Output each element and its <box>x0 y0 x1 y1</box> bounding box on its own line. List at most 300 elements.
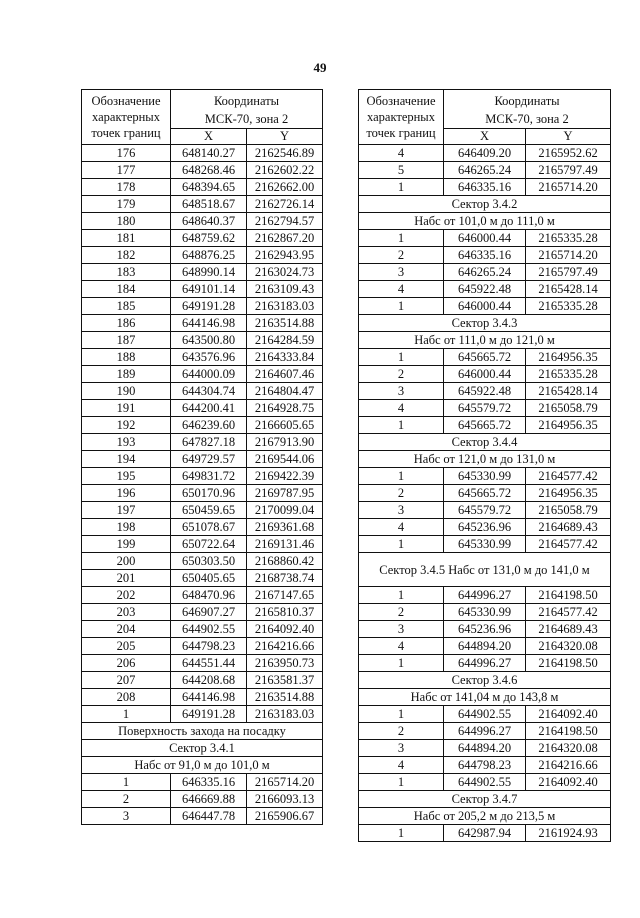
section-title: Набс от 101,0 м до 111,0 м <box>359 213 611 230</box>
y-coordinate-cell: 2162943.95 <box>247 247 323 264</box>
table-row <box>82 247 323 264</box>
x-coordinate-cell: 648518.67 <box>171 196 247 213</box>
x-coordinate-cell: 648990.14 <box>171 264 247 281</box>
y-coordinate-cell: 2165952.62 <box>526 145 611 162</box>
y-coordinate-cell: 2168860.42 <box>247 553 323 570</box>
x-coordinate-cell: 646335.16 <box>444 247 526 264</box>
table-row <box>82 264 323 281</box>
y-coordinate-cell: 2166093.13 <box>247 791 323 808</box>
x-coordinate-cell: 642987.94 <box>444 825 526 842</box>
y-header: Y <box>526 129 611 145</box>
section-row <box>359 553 611 587</box>
point-number-cell: 188 <box>82 349 171 366</box>
y-coordinate-cell: 2161924.93 <box>526 825 611 842</box>
point-number-cell: 197 <box>82 502 171 519</box>
point-number-cell: 2 <box>359 366 444 383</box>
x-coordinate-cell: 644894.20 <box>444 740 526 757</box>
point-number-cell: 1 <box>359 587 444 604</box>
y-coordinate-cell: 2165906.67 <box>247 808 323 825</box>
point-number-cell: 4 <box>359 638 444 655</box>
y-coordinate-cell: 2165335.28 <box>526 366 611 383</box>
table-row <box>82 468 323 485</box>
x-coordinate-cell: 645330.99 <box>444 468 526 485</box>
y-coordinate-cell: 2170099.04 <box>247 502 323 519</box>
point-number-cell: 199 <box>82 536 171 553</box>
x-coordinate-cell: 644996.27 <box>444 587 526 604</box>
table-row <box>82 383 323 400</box>
x-coordinate-cell: 646000.44 <box>444 230 526 247</box>
table-row <box>82 417 323 434</box>
x-coordinate-cell: 648140.27 <box>171 145 247 162</box>
table-row <box>359 519 611 536</box>
x-coordinate-cell: 649729.57 <box>171 451 247 468</box>
x-coordinate-cell: 644894.20 <box>444 638 526 655</box>
table-row <box>82 774 323 791</box>
x-coordinate-cell: 646669.88 <box>171 791 247 808</box>
table-row <box>82 519 323 536</box>
coordinates-header <box>171 90 323 129</box>
x-coordinate-cell: 644902.55 <box>171 621 247 638</box>
table-row <box>82 638 323 655</box>
x-coordinate-cell: 645236.96 <box>444 621 526 638</box>
table-row <box>359 706 611 723</box>
point-number-cell: 184 <box>82 281 171 298</box>
coordinates-header <box>444 90 611 129</box>
y-coordinate-cell: 2165714.20 <box>526 247 611 264</box>
table-row <box>82 179 323 196</box>
point-number-cell: 3 <box>359 502 444 519</box>
table-row <box>359 281 611 298</box>
y-coordinate-cell: 2164216.66 <box>526 757 611 774</box>
table-row <box>359 417 611 434</box>
table-row <box>82 570 323 587</box>
section-title: Сектор 3.4.4 <box>359 434 611 451</box>
table-row <box>359 740 611 757</box>
x-coordinate-cell: 650405.65 <box>171 570 247 587</box>
point-number-cell: 205 <box>82 638 171 655</box>
y-coordinate-cell: 2163109.43 <box>247 281 323 298</box>
y-coordinate-cell: 2169131.46 <box>247 536 323 553</box>
point-number-cell: 1 <box>359 774 444 791</box>
x-coordinate-cell: 644902.55 <box>444 706 526 723</box>
x-coordinate-cell: 648876.25 <box>171 247 247 264</box>
y-coordinate-cell: 2162867.20 <box>247 230 323 247</box>
y-header: Y <box>247 129 323 145</box>
x-coordinate-cell: 644208.68 <box>171 672 247 689</box>
point-number-cell: 4 <box>359 519 444 536</box>
table-row <box>82 230 323 247</box>
x-coordinate-cell: 650170.96 <box>171 485 247 502</box>
table-row <box>359 757 611 774</box>
x-header: X <box>444 129 526 145</box>
y-coordinate-cell: 2162662.00 <box>247 179 323 196</box>
point-number-cell: 5 <box>359 162 444 179</box>
x-coordinate-cell: 648394.65 <box>171 179 247 196</box>
table-row <box>82 536 323 553</box>
x-coordinate-cell: 646000.44 <box>444 366 526 383</box>
x-coordinate-cell: 645665.72 <box>444 349 526 366</box>
section-row <box>359 434 611 451</box>
y-coordinate-cell: 2162602.22 <box>247 162 323 179</box>
table-row <box>359 638 611 655</box>
designation-header: Обозначение характерных точек границ <box>359 90 444 145</box>
table-row <box>359 298 611 315</box>
designation-header: Обозначение характерных точек границ <box>82 90 171 145</box>
point-number-cell: 196 <box>82 485 171 502</box>
table-row <box>359 264 611 281</box>
y-coordinate-cell: 2164928.75 <box>247 400 323 417</box>
x-coordinate-cell: 648640.37 <box>171 213 247 230</box>
section-title: Набс от 141,04 м до 143,8 м <box>359 689 611 706</box>
table-row <box>359 383 611 400</box>
point-number-cell: 178 <box>82 179 171 196</box>
table-row <box>82 349 323 366</box>
point-number-cell: 4 <box>359 757 444 774</box>
coordinate-system: МСК-70, зона 2 <box>204 112 289 126</box>
y-coordinate-cell: 2164607.46 <box>247 366 323 383</box>
y-coordinate-cell: 2164804.47 <box>247 383 323 400</box>
table-row <box>359 655 611 672</box>
y-coordinate-cell: 2164577.42 <box>526 468 611 485</box>
y-coordinate-cell: 2164092.40 <box>526 774 611 791</box>
x-coordinate-cell: 651078.67 <box>171 519 247 536</box>
table-row <box>359 536 611 553</box>
y-coordinate-cell: 2164198.50 <box>526 587 611 604</box>
y-coordinate-cell: 2162546.89 <box>247 145 323 162</box>
y-coordinate-cell: 2164216.66 <box>247 638 323 655</box>
table-row <box>82 281 323 298</box>
section-title: Набс от 111,0 м до 121,0 м <box>359 332 611 349</box>
section-title: Сектор 3.4.1 <box>82 740 323 757</box>
x-coordinate-cell: 643576.96 <box>171 349 247 366</box>
point-number-cell: 2 <box>82 791 171 808</box>
point-number-cell: 3 <box>359 621 444 638</box>
x-coordinate-cell: 645579.72 <box>444 502 526 519</box>
section-title: Набс от 91,0 м до 101,0 м <box>82 757 323 774</box>
table-row <box>359 825 611 842</box>
point-number-cell: 3 <box>359 740 444 757</box>
x-coordinate-cell: 646447.78 <box>171 808 247 825</box>
table-row <box>82 791 323 808</box>
y-coordinate-cell: 2164092.40 <box>247 621 323 638</box>
section-row <box>359 791 611 808</box>
point-number-cell: 192 <box>82 417 171 434</box>
table-row <box>82 553 323 570</box>
x-coordinate-cell: 645922.48 <box>444 383 526 400</box>
point-number-cell: 182 <box>82 247 171 264</box>
point-number-cell: 189 <box>82 366 171 383</box>
x-coordinate-cell: 649191.28 <box>171 706 247 723</box>
section-title: Набс от 205,2 м до 213,5 м <box>359 808 611 825</box>
x-coordinate-cell: 644304.74 <box>171 383 247 400</box>
table-row <box>82 485 323 502</box>
table-header-row <box>82 90 323 129</box>
x-coordinate-cell: 645330.99 <box>444 604 526 621</box>
table-row <box>82 298 323 315</box>
x-coordinate-cell: 646409.20 <box>444 145 526 162</box>
y-coordinate-cell: 2169422.39 <box>247 468 323 485</box>
y-coordinate-cell: 2168738.74 <box>247 570 323 587</box>
x-coordinate-cell: 646907.27 <box>171 604 247 621</box>
table-row <box>82 655 323 672</box>
x-coordinate-cell: 644798.23 <box>444 757 526 774</box>
coordinates-table-left <box>81 89 323 825</box>
x-coordinate-cell: 644146.98 <box>171 315 247 332</box>
y-coordinate-cell: 2165335.28 <box>526 298 611 315</box>
y-coordinate-cell: 2165714.20 <box>247 774 323 791</box>
x-coordinate-cell: 645665.72 <box>444 485 526 502</box>
y-coordinate-cell: 2164284.59 <box>247 332 323 349</box>
table-header-row <box>359 90 611 129</box>
table-row <box>82 587 323 604</box>
point-number-cell: 1 <box>82 774 171 791</box>
coordinate-system: МСК-70, зона 2 <box>485 112 569 126</box>
point-number-cell: 1 <box>359 706 444 723</box>
y-coordinate-cell: 2165058.79 <box>526 502 611 519</box>
point-number-cell: 176 <box>82 145 171 162</box>
point-number-cell: 1 <box>359 179 444 196</box>
y-coordinate-cell: 2164198.50 <box>526 655 611 672</box>
section-row <box>359 808 611 825</box>
x-coordinate-cell: 648470.96 <box>171 587 247 604</box>
table-row <box>82 706 323 723</box>
table-row <box>359 723 611 740</box>
point-number-cell: 1 <box>359 298 444 315</box>
point-number-cell: 1 <box>359 825 444 842</box>
table-row <box>359 587 611 604</box>
y-coordinate-cell: 2162726.14 <box>247 196 323 213</box>
x-coordinate-cell: 645330.99 <box>444 536 526 553</box>
table-row <box>359 774 611 791</box>
table-row <box>359 247 611 264</box>
y-coordinate-cell: 2164689.43 <box>526 621 611 638</box>
table-row <box>359 162 611 179</box>
x-coordinate-cell: 650459.65 <box>171 502 247 519</box>
point-number-cell: 3 <box>359 264 444 281</box>
table-row <box>82 145 323 162</box>
point-number-cell: 2 <box>359 485 444 502</box>
table-row <box>82 808 323 825</box>
point-number-cell: 208 <box>82 689 171 706</box>
point-number-cell: 3 <box>82 808 171 825</box>
y-coordinate-cell: 2167147.65 <box>247 587 323 604</box>
x-header: X <box>171 129 247 145</box>
x-coordinate-cell: 643500.80 <box>171 332 247 349</box>
x-coordinate-cell: 648759.62 <box>171 230 247 247</box>
y-coordinate-cell: 2163514.88 <box>247 689 323 706</box>
point-number-cell: 1 <box>82 706 171 723</box>
table-row <box>82 689 323 706</box>
y-coordinate-cell: 2164956.35 <box>526 349 611 366</box>
point-number-cell: 200 <box>82 553 171 570</box>
coordinates-table-right <box>358 89 611 842</box>
section-row <box>359 689 611 706</box>
point-number-cell: 1 <box>359 468 444 485</box>
table-row <box>359 502 611 519</box>
table-row <box>359 145 611 162</box>
point-number-cell: 4 <box>359 145 444 162</box>
point-number-cell: 190 <box>82 383 171 400</box>
y-coordinate-cell: 2165335.28 <box>526 230 611 247</box>
point-number-cell: 193 <box>82 434 171 451</box>
point-number-cell: 181 <box>82 230 171 247</box>
table-row <box>359 400 611 417</box>
x-coordinate-cell: 649191.28 <box>171 298 247 315</box>
table-row <box>82 502 323 519</box>
x-coordinate-cell: 644000.09 <box>171 366 247 383</box>
y-coordinate-cell: 2163024.73 <box>247 264 323 281</box>
section-row <box>82 740 323 757</box>
x-coordinate-cell: 650722.64 <box>171 536 247 553</box>
x-coordinate-cell: 649101.14 <box>171 281 247 298</box>
x-coordinate-cell: 645665.72 <box>444 417 526 434</box>
y-coordinate-cell: 2165428.14 <box>526 383 611 400</box>
section-row <box>359 196 611 213</box>
x-coordinate-cell: 646265.24 <box>444 264 526 281</box>
point-number-cell: 194 <box>82 451 171 468</box>
y-coordinate-cell: 2166605.65 <box>247 417 323 434</box>
y-coordinate-cell: 2165797.49 <box>526 162 611 179</box>
table-row <box>82 196 323 213</box>
point-number-cell: 180 <box>82 213 171 230</box>
y-coordinate-cell: 2162794.57 <box>247 213 323 230</box>
table-row <box>359 366 611 383</box>
table-row <box>82 162 323 179</box>
x-coordinate-cell: 644551.44 <box>171 655 247 672</box>
section-title: Сектор 3.4.6 <box>359 672 611 689</box>
point-number-cell: 201 <box>82 570 171 587</box>
point-number-cell: 185 <box>82 298 171 315</box>
x-coordinate-cell: 645236.96 <box>444 519 526 536</box>
section-title: Сектор 3.4.5 Набс от 131,0 м до 141,0 м <box>359 553 611 587</box>
section-row <box>82 757 323 774</box>
y-coordinate-cell: 2163183.03 <box>247 298 323 315</box>
section-row <box>359 332 611 349</box>
x-coordinate-cell: 646335.16 <box>171 774 247 791</box>
y-coordinate-cell: 2164577.42 <box>526 536 611 553</box>
point-number-cell: 202 <box>82 587 171 604</box>
point-number-cell: 187 <box>82 332 171 349</box>
section-row <box>359 672 611 689</box>
table-row <box>82 366 323 383</box>
x-coordinate-cell: 646239.60 <box>171 417 247 434</box>
y-coordinate-cell: 2169544.06 <box>247 451 323 468</box>
x-coordinate-cell: 644146.98 <box>171 689 247 706</box>
point-number-cell: 4 <box>359 400 444 417</box>
point-number-cell: 203 <box>82 604 171 621</box>
table-row <box>359 485 611 502</box>
x-coordinate-cell: 646335.16 <box>444 179 526 196</box>
section-title: Сектор 3.4.3 <box>359 315 611 332</box>
table-row <box>359 468 611 485</box>
y-coordinate-cell: 2163950.73 <box>247 655 323 672</box>
point-number-cell: 1 <box>359 655 444 672</box>
point-number-cell: 186 <box>82 315 171 332</box>
point-number-cell: 2 <box>359 604 444 621</box>
table-row <box>82 451 323 468</box>
coordinates-title: Координаты <box>213 94 280 108</box>
y-coordinate-cell: 2163514.88 <box>247 315 323 332</box>
y-coordinate-cell: 2163581.37 <box>247 672 323 689</box>
coordinates-title: Координаты <box>494 94 560 108</box>
y-coordinate-cell: 2164320.08 <box>526 740 611 757</box>
table-row <box>82 400 323 417</box>
page-number: 49 <box>313 60 327 75</box>
right-table-body <box>359 90 611 842</box>
y-coordinate-cell: 2165428.14 <box>526 281 611 298</box>
y-coordinate-cell: 2164956.35 <box>526 417 611 434</box>
point-number-cell: 191 <box>82 400 171 417</box>
x-coordinate-cell: 647827.18 <box>171 434 247 451</box>
table-row <box>82 621 323 638</box>
point-number-cell: 2 <box>359 723 444 740</box>
section-row <box>359 315 611 332</box>
table-row <box>82 672 323 689</box>
y-coordinate-cell: 2163183.03 <box>247 706 323 723</box>
section-row <box>359 451 611 468</box>
table-row <box>359 621 611 638</box>
section-row <box>359 213 611 230</box>
y-coordinate-cell: 2164320.08 <box>526 638 611 655</box>
y-coordinate-cell: 2165714.20 <box>526 179 611 196</box>
point-number-cell: 1 <box>359 349 444 366</box>
x-coordinate-cell: 644798.23 <box>171 638 247 655</box>
x-coordinate-cell: 649831.72 <box>171 468 247 485</box>
y-coordinate-cell: 2164956.35 <box>526 485 611 502</box>
section-title: Сектор 3.4.2 <box>359 196 611 213</box>
point-number-cell: 206 <box>82 655 171 672</box>
y-coordinate-cell: 2169361.68 <box>247 519 323 536</box>
y-coordinate-cell: 2167913.90 <box>247 434 323 451</box>
point-number-cell: 179 <box>82 196 171 213</box>
table-row <box>359 604 611 621</box>
x-coordinate-cell: 650303.50 <box>171 553 247 570</box>
section-title: Набс от 121,0 м до 131,0 м <box>359 451 611 468</box>
x-coordinate-cell: 646000.44 <box>444 298 526 315</box>
table-row <box>82 213 323 230</box>
y-coordinate-cell: 2165810.37 <box>247 604 323 621</box>
table-row <box>359 349 611 366</box>
point-number-cell: 4 <box>359 281 444 298</box>
point-number-cell: 195 <box>82 468 171 485</box>
y-coordinate-cell: 2165797.49 <box>526 264 611 281</box>
table-row <box>82 315 323 332</box>
x-coordinate-cell: 645579.72 <box>444 400 526 417</box>
x-coordinate-cell: 648268.46 <box>171 162 247 179</box>
section-row <box>82 723 323 740</box>
point-number-cell: 198 <box>82 519 171 536</box>
x-coordinate-cell: 644902.55 <box>444 774 526 791</box>
left-table-body <box>82 90 323 825</box>
table-row <box>82 332 323 349</box>
y-coordinate-cell: 2164689.43 <box>526 519 611 536</box>
point-number-cell: 1 <box>359 417 444 434</box>
point-number-cell: 183 <box>82 264 171 281</box>
y-coordinate-cell: 2169787.95 <box>247 485 323 502</box>
point-number-cell: 3 <box>359 383 444 400</box>
table-row <box>359 179 611 196</box>
section-title: Поверхность захода на посадку <box>82 723 323 740</box>
x-coordinate-cell: 644200.41 <box>171 400 247 417</box>
point-number-cell: 177 <box>82 162 171 179</box>
point-number-cell: 2 <box>359 247 444 264</box>
point-number-cell: 204 <box>82 621 171 638</box>
x-coordinate-cell: 646265.24 <box>444 162 526 179</box>
point-number-cell: 1 <box>359 536 444 553</box>
x-coordinate-cell: 645922.48 <box>444 281 526 298</box>
x-coordinate-cell: 644996.27 <box>444 723 526 740</box>
y-coordinate-cell: 2164333.84 <box>247 349 323 366</box>
